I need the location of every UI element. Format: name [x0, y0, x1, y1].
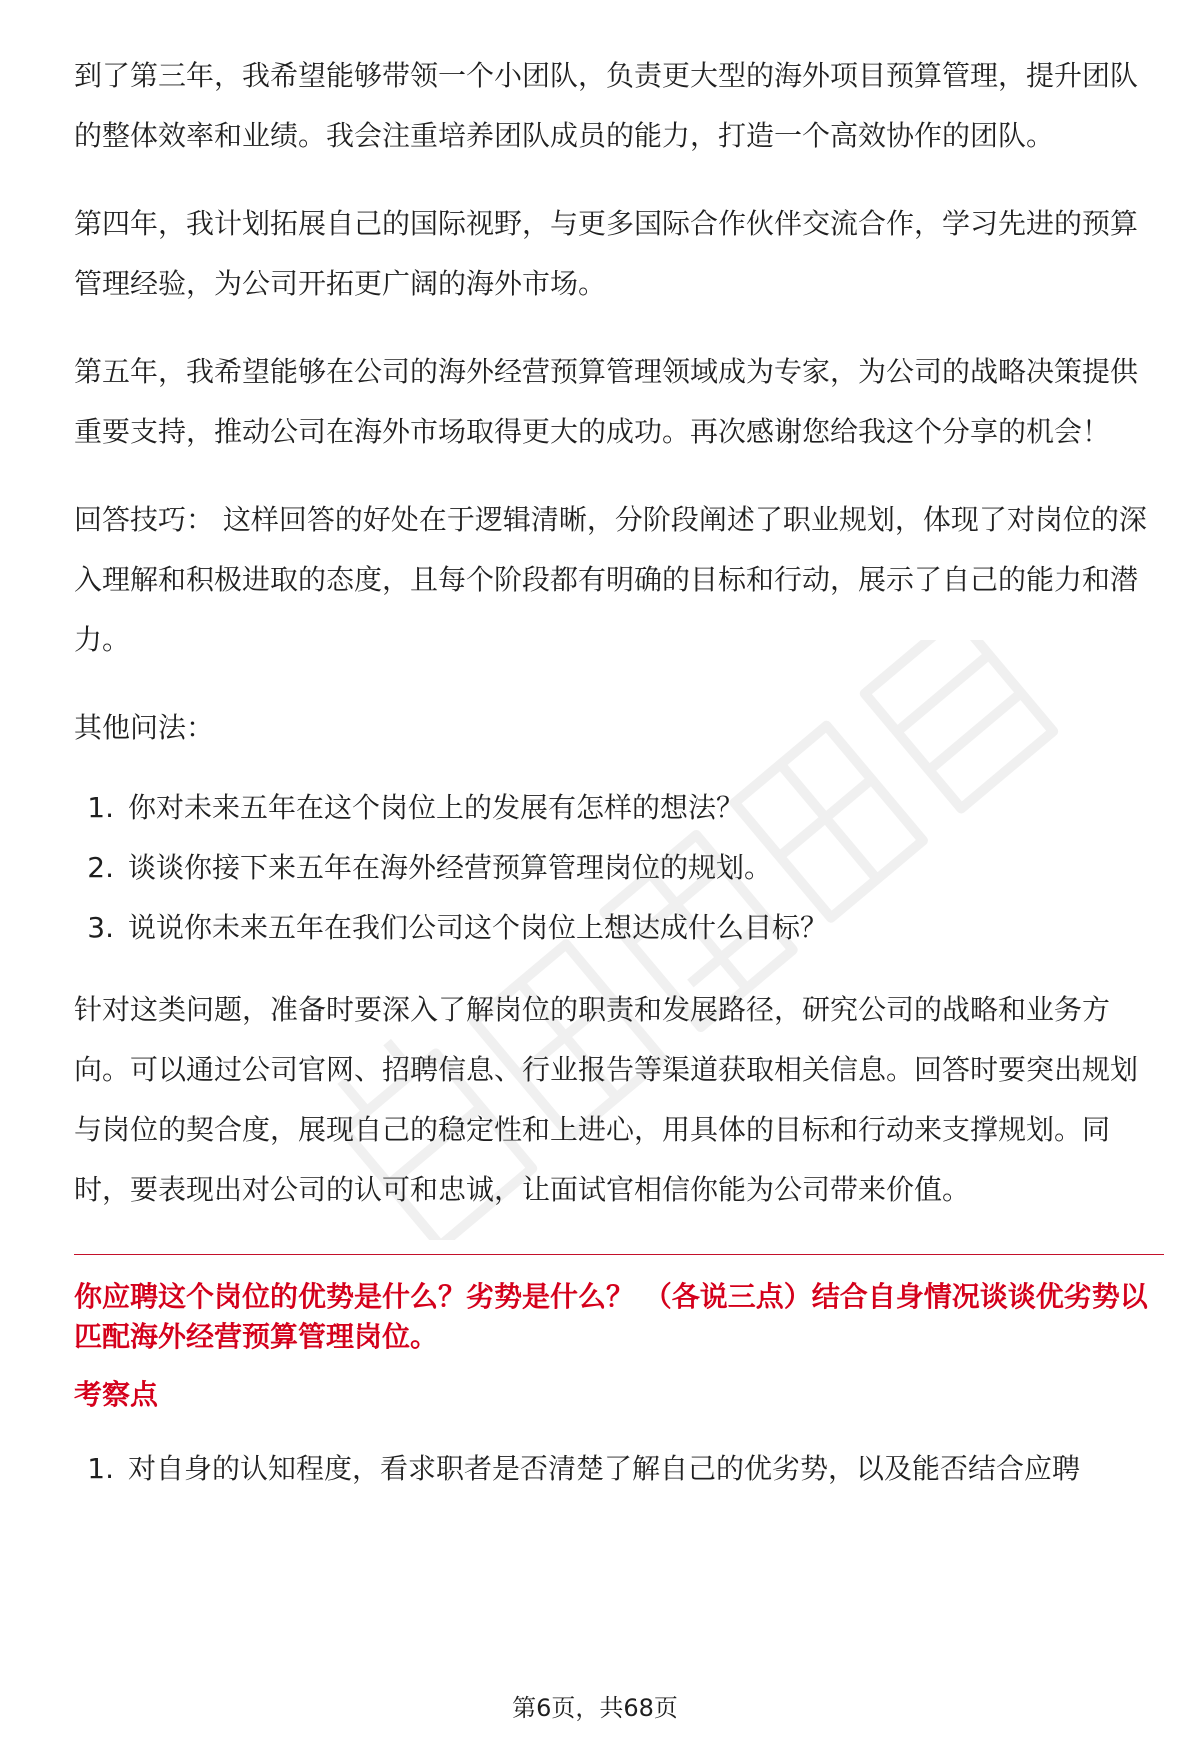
list-item — [74, 898, 1164, 958]
other-questions-label: 其他问法： — [74, 711, 215, 744]
assessment-subheading: 考察点 — [74, 1378, 159, 1411]
section-divider — [74, 1254, 1164, 1255]
question-title: 你应聘这个岗位的优势是什么？劣势是什么？ （各说三点）结合自身情况谈谈优劣势以匹配海外经营预算管理岗位。 — [74, 1280, 1148, 1353]
list-text: 你对未来五年在这个岗位上的发展有怎样的想法？ — [128, 791, 745, 824]
paragraph-year-four: 第四年，我计划拓展自己的国际视野，与更多国际合作伙伴交流合作，学习先进的预算管理经验，为公司开拓更广阔的海外市场。 — [74, 207, 1139, 300]
list-item — [74, 1439, 1164, 1499]
paragraph-year-three: 到了第三年，我希望能够带领一个小团队，负责更大型的海外项目预算管理，提升团队的整体效率和业绩。我会注重培养团队成员的能力，打造一个高效协作的团队。 — [74, 59, 1139, 152]
other-questions-list — [74, 778, 1164, 958]
list-text: 对自身的认知程度，看求职者是否清楚了解自己的优劣势，以及能否结合应聘 — [128, 1452, 1081, 1485]
paragraph-year-five: 第五年，我希望能够在公司的海外经营预算管理领域成为专家，为公司的战略决策提供重要支持，推动公司在海外市场取得更大的成功。再次感谢您给我这个分享的机会！ — [74, 355, 1139, 448]
list-item — [74, 838, 1164, 898]
list-number: 1. — [87, 791, 114, 824]
preparation-advice: 针对这类问题，准备时要深入了解岗位的职责和发展路径，研究公司的战略和业务方向。可以通过公司官网、招聘信息、行业报告等渠道获取相关信息。回答时要突出规划与岗位的契合度，展现自己的稳定性和上进心，用具体的目标和行动来支撑规划。同时，要表现出对公司的认可和忠诚，让面试官相信你能为公司带来价值。 — [74, 993, 1139, 1206]
list-number: 1. — [87, 1452, 114, 1485]
list-text: 说说你未来五年在我们公司这个岗位上想达成什么目标？ — [128, 911, 829, 944]
assessment-list — [74, 1439, 1164, 1499]
list-number: 3. — [87, 911, 114, 944]
list-number: 2. — [87, 851, 114, 884]
list-text: 谈谈你接下来五年在海外经营预算管理岗位的规划。 — [128, 851, 773, 884]
answer-tips: 回答技巧： 这样回答的好处在于逻辑清晰，分阶段阐述了职业规划，体现了对岗位的深入理解和积极进取的态度，且每个阶段都有明确的目标和行动，展示了自己的能力和潜力。 — [74, 503, 1147, 656]
list-item — [74, 778, 1164, 838]
page-footer: 第6页，共68页 — [512, 1694, 678, 1722]
content-area — [74, 46, 1164, 1521]
